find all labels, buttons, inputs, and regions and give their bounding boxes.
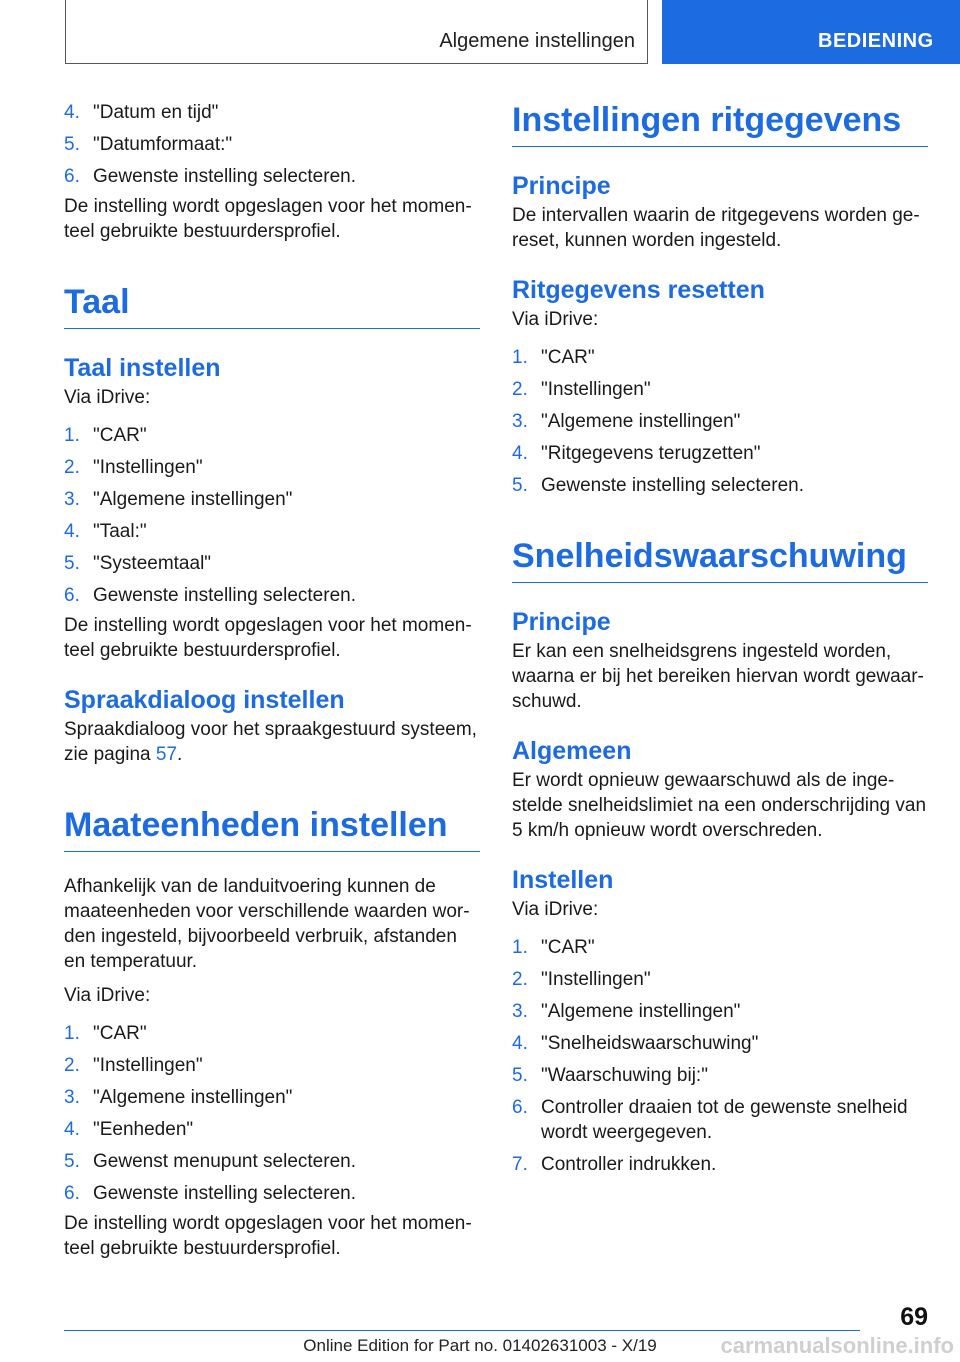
- list-item: 4. "Ritgegevens terugzetten": [512, 443, 761, 464]
- snelheidswaarschuwing-steps: [512, 935, 928, 1177]
- algemeen-text: Er wordt opnieuw gewaarschuwd als de inge-stelde snelheidslimiet na een onderschrijding van 5 km/h opnieuw wordt overschreden.: [512, 770, 927, 841]
- list-item: 3. "Algemene instellingen": [512, 411, 741, 432]
- list-item: 2. "Instellingen": [64, 457, 203, 478]
- maateenheden-steps: [64, 1021, 480, 1206]
- header-tab-label: BEDIENING: [818, 30, 934, 52]
- list-item: 6. Gewenste instelling selecteren.: [64, 585, 356, 606]
- subsection-title-taal-instellen: Taal instellen: [64, 354, 221, 382]
- principe-text: Er kan een snelheidsgrens ingesteld worden, waarna er bij het bereiken hiervan wordt gewaar-schuwd.: [512, 641, 924, 712]
- list-item: 5. "Systeemtaal": [64, 553, 212, 574]
- header-tab: [662, 0, 960, 64]
- footer-divider: [64, 1330, 860, 1331]
- list-item: 5. "Datumformaat:": [64, 134, 233, 155]
- list-item: 7. Controller indrukken.: [512, 1154, 717, 1175]
- list-item: 5. Gewenste instelling selecteren.: [512, 475, 804, 496]
- right-column: [512, 100, 928, 1184]
- spraakdialoog-text: Spraakdialoog voor het spraakgestuurd systeem, zie pagina 57.: [64, 719, 477, 765]
- list-item: 5. Gewenst menupunt selecteren.: [64, 1151, 356, 1172]
- footer-edition: Online Edition for Part no. 01402631003 - X/19: [303, 1336, 657, 1355]
- list-item: 3. "Algemene instellingen": [64, 1087, 293, 1108]
- section-title-ritgegevens: Instellingen ritgegevens: [512, 100, 928, 147]
- section-title-snelheidswaarschuwing: Snelheidswaarschuwing: [512, 536, 928, 583]
- list-item: 1. "CAR": [64, 1023, 147, 1044]
- list-item: 2. "Instellingen": [64, 1055, 203, 1076]
- ritgegevens-steps: [512, 345, 928, 498]
- list-item: 2. "Instellingen": [512, 379, 651, 400]
- list-item: 1. "CAR": [512, 937, 595, 958]
- principe-text: De intervallen waarin de ritgegevens worden ge-reset, kunnen worden ingesteld.: [512, 205, 920, 251]
- list-item: 6. Gewenste instelling selecteren.: [64, 1183, 356, 1204]
- list-item: 4. "Datum en tijd": [64, 102, 219, 123]
- intro-note: De instelling wordt opgeslagen voor het momen-teel gebruikte bestuurdersprofiel.: [64, 196, 472, 242]
- via-idrive-label: Via iDrive:: [512, 899, 599, 920]
- maateenheden-note: De instelling wordt opgeslagen voor het momen-teel gebruikte bestuurdersprofiel.: [64, 1213, 472, 1259]
- subsection-title-ritgegevens-resetten: Ritgegevens resetten: [512, 276, 765, 304]
- list-item: 1. "CAR": [512, 347, 595, 368]
- list-item: 6. Controller draaien tot de gewenste snelheid wordt weergegeven.: [512, 1097, 908, 1143]
- subsection-title-spraakdialoog: Spraakdialoog instellen: [64, 686, 345, 714]
- subsection-title-principe: Principe: [512, 172, 611, 200]
- list-item: 4. "Eenheden": [64, 1119, 194, 1140]
- taal-note: De instelling wordt opgeslagen voor het momen-teel gebruikte bestuurdersprofiel.: [64, 615, 472, 661]
- left-column: [64, 100, 480, 1261]
- header-section-title: Algemene instellingen: [439, 30, 635, 52]
- list-item: 3. "Algemene instellingen": [64, 489, 293, 510]
- list-item: 3. "Algemene instellingen": [512, 1001, 741, 1022]
- section-title-maateenheden: Maateenheden instellen: [64, 805, 480, 852]
- page-number: 69: [900, 1303, 928, 1331]
- list-item: 1. "CAR": [64, 425, 147, 446]
- list-item: 6. Gewenste instelling selecteren.: [64, 166, 356, 187]
- subsection-title-principe: Principe: [512, 608, 611, 636]
- header-frame: [65, 0, 648, 64]
- list-item: 5. "Waarschuwing bij:": [512, 1065, 708, 1086]
- subsection-title-algemeen: Algemeen: [512, 737, 632, 765]
- via-idrive-label: Via iDrive:: [64, 985, 151, 1006]
- list-item: 4. "Snelheidswaarschuwing": [512, 1033, 759, 1054]
- watermark: carmanualsonline.info: [720, 1333, 954, 1358]
- page-link[interactable]: 57: [155, 744, 178, 765]
- via-idrive-label: Via iDrive:: [512, 309, 599, 330]
- maateenheden-text: Afhankelijk van de landuitvoering kunnen de maateenheden voor verschillende waarden wor-den ingesteld, bijvoorbeeld verbruik, afstanden en temperatuur.: [64, 876, 470, 972]
- intro-steps: [64, 100, 480, 189]
- list-item: 2. "Instellingen": [512, 969, 651, 990]
- via-idrive-label: Via iDrive:: [64, 387, 151, 408]
- taal-steps: [64, 423, 480, 608]
- list-item: 4. "Taal:": [64, 521, 147, 542]
- section-title-taal: Taal: [64, 282, 480, 329]
- subsection-title-instellen: Instellen: [512, 866, 614, 894]
